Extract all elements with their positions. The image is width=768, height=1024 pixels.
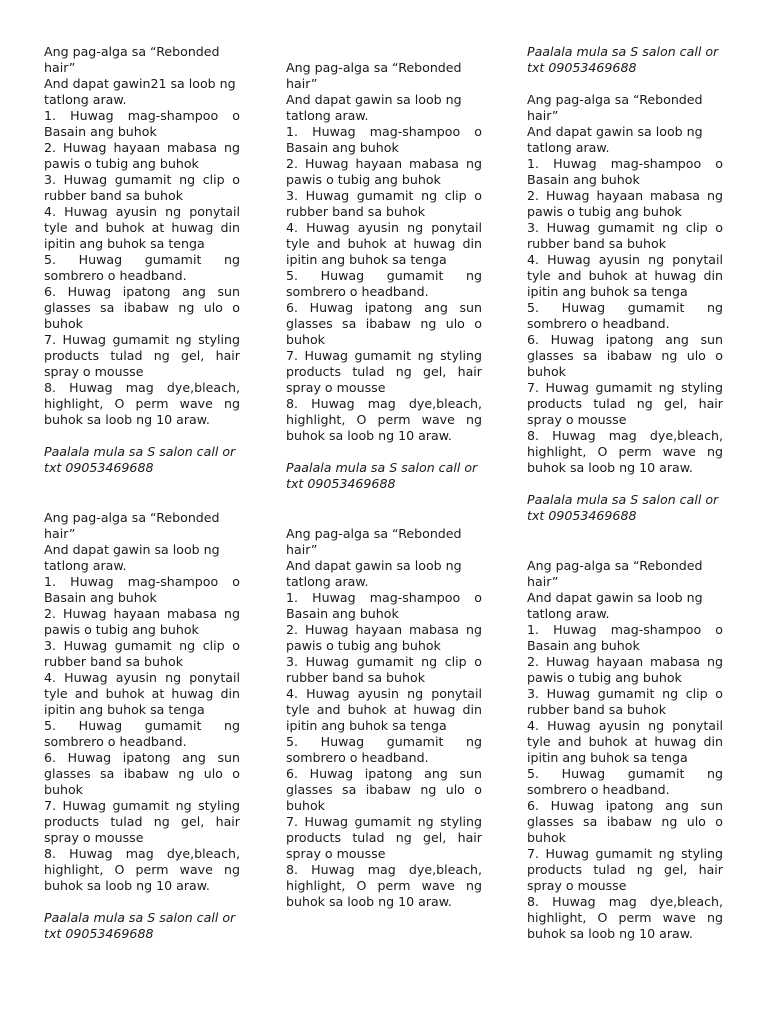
list-item: 4. Huwag ayusin ng ponytail tyle and buhok at huwag din ipitin ang buhok sa tenga [527,718,723,765]
salon-note: Paalala mula sa S salon call or txt 09053469688 [527,44,719,75]
flyer-block-col1-bottom [44,510,240,942]
list-item: 4. Huwag ayusin ng ponytail tyle and buhok at huwag din ipitin ang buhok sa tenga [286,686,482,733]
list-item: 6. Huwag ipatong ang sun glasses sa ibabaw ng ulo o buhok [44,750,240,797]
list-item: 5. Huwag gumamit ng sombrero o headband. [286,268,482,299]
list-item: 8. Huwag mag dye,bleach, highlight, O perm wave ng buhok sa loob ng 10 araw. [286,396,482,443]
block-intro: And dapat gawin sa loob ng tatlong araw. [286,92,462,123]
list-item: 1. Huwag mag-shampoo o Basain ang buhok [44,574,240,605]
list-item: 6. Huwag ipatong ang sun glasses sa ibabaw ng ulo o buhok [286,300,482,347]
block-title: Ang pag-alga sa “Rebonded hair” [286,526,462,557]
list-item: 3. Huwag gumamit ng clip o rubber band sa buhok [44,172,240,203]
list-item: 1. Huwag mag-shampoo o Basain ang buhok [527,622,723,653]
flyer-block-col2-top [286,60,482,492]
list-item: 1. Huwag mag-shampoo o Basain ang buhok [286,124,482,155]
flyer-block-col3-middle [527,92,723,524]
list-item: 3. Huwag gumamit ng clip o rubber band sa buhok [286,188,482,219]
block-intro: And dapat gawin21 sa loob ng tatlong araw. [44,76,236,107]
flyer-block-col3-bottom [527,558,723,942]
list-item: 4. Huwag ayusin ng ponytail tyle and buhok at huwag din ipitin ang buhok sa tenga [44,204,240,251]
list-item: 2. Huwag hayaan mabasa ng pawis o tubig ang buhok [527,188,723,219]
list-item: 5. Huwag gumamit ng sombrero o headband. [527,300,723,331]
list-item: 7. Huwag gumamit ng styling products tulad ng gel, hair spray o mousse [286,814,482,861]
salon-note: Paalala mula sa S salon call or txt 09053469688 [286,460,478,491]
block-intro: And dapat gawin sa loob ng tatlong araw. [527,590,703,621]
flyer-block-col1-top [44,44,240,476]
list-item: 2. Huwag hayaan mabasa ng pawis o tubig ang buhok [44,140,240,171]
list-item: 6. Huwag ipatong ang sun glasses sa ibabaw ng ulo o buhok [527,332,723,379]
block-title: Ang pag-alga sa “Rebonded hair” [527,558,703,589]
block-title: Ang pag-alga sa “Rebonded hair” [286,60,462,91]
block-intro: And dapat gawin sa loob ng tatlong araw. [44,542,220,573]
salon-note: Paalala mula sa S salon call or txt 09053469688 [527,492,719,523]
list-item: 8. Huwag mag dye,bleach, highlight, O perm wave ng buhok sa loob ng 10 araw. [44,846,240,893]
block-title: Ang pag-alga sa “Rebonded hair” [527,92,703,123]
list-item: 3. Huwag gumamit ng clip o rubber band sa buhok [527,220,723,251]
block-intro: And dapat gawin sa loob ng tatlong araw. [527,124,703,155]
list-item: 1. Huwag mag-shampoo o Basain ang buhok [286,590,482,621]
list-item: 6. Huwag ipatong ang sun glasses sa ibabaw ng ulo o buhok [527,798,723,845]
list-item: 8. Huwag mag dye,bleach, highlight, O perm wave ng buhok sa loob ng 10 araw. [527,428,723,475]
list-item: 7. Huwag gumamit ng styling products tulad ng gel, hair spray o mousse [527,380,723,427]
list-item: 4. Huwag ayusin ng ponytail tyle and buhok at huwag din ipitin ang buhok sa tenga [286,220,482,267]
block-title: Ang pag-alga sa “Rebonded hair” [44,44,220,75]
flyer-block-col2-bottom [286,526,482,910]
list-item: 5. Huwag gumamit ng sombrero o headband. [44,252,240,283]
list-item: 2. Huwag hayaan mabasa ng pawis o tubig ang buhok [286,622,482,653]
list-item: 7. Huwag gumamit ng styling products tulad ng gel, hair spray o mousse [44,798,240,845]
salon-note: Paalala mula sa S salon call or txt 09053469688 [44,910,236,941]
list-item: 3. Huwag gumamit ng clip o rubber band sa buhok [527,686,723,717]
list-item: 1. Huwag mag-shampoo o Basain ang buhok [527,156,723,187]
list-item: 8. Huwag mag dye,bleach, highlight, O perm wave ng buhok sa loob ng 10 araw. [527,894,723,941]
list-item: 5. Huwag gumamit ng sombrero o headband. [286,734,482,765]
list-item: 3. Huwag gumamit ng clip o rubber band sa buhok [44,638,240,669]
list-item: 7. Huwag gumamit ng styling products tulad ng gel, hair spray o mousse [286,348,482,395]
block-title: Ang pag-alga sa “Rebonded hair” [44,510,220,541]
list-item: 4. Huwag ayusin ng ponytail tyle and buhok at huwag din ipitin ang buhok sa tenga [527,252,723,299]
list-item: 5. Huwag gumamit ng sombrero o headband. [527,766,723,797]
list-item: 4. Huwag ayusin ng ponytail tyle and buhok at huwag din ipitin ang buhok sa tenga [44,670,240,717]
block-intro: And dapat gawin sa loob ng tatlong araw. [286,558,462,589]
list-item: 2. Huwag hayaan mabasa ng pawis o tubig ang buhok [44,606,240,637]
list-item: 6. Huwag ipatong ang sun glasses sa ibabaw ng ulo o buhok [44,284,240,331]
list-item: 8. Huwag mag dye,bleach, highlight, O perm wave ng buhok sa loob ng 10 araw. [286,862,482,909]
list-item: 7. Huwag gumamit ng styling products tulad ng gel, hair spray o mousse [44,332,240,379]
list-item: 8. Huwag mag dye,bleach, highlight, O perm wave ng buhok sa loob ng 10 araw. [44,380,240,427]
salon-note: Paalala mula sa S salon call or txt 09053469688 [44,444,236,475]
list-item: 1. Huwag mag-shampoo o Basain ang buhok [44,108,240,139]
list-item: 3. Huwag gumamit ng clip o rubber band sa buhok [286,654,482,685]
list-item: 2. Huwag hayaan mabasa ng pawis o tubig ang buhok [527,654,723,685]
list-item: 5. Huwag gumamit ng sombrero o headband. [44,718,240,749]
flyer-note-col3-top [527,44,723,76]
list-item: 2. Huwag hayaan mabasa ng pawis o tubig ang buhok [286,156,482,187]
list-item: 6. Huwag ipatong ang sun glasses sa ibabaw ng ulo o buhok [286,766,482,813]
list-item: 7. Huwag gumamit ng styling products tulad ng gel, hair spray o mousse [527,846,723,893]
